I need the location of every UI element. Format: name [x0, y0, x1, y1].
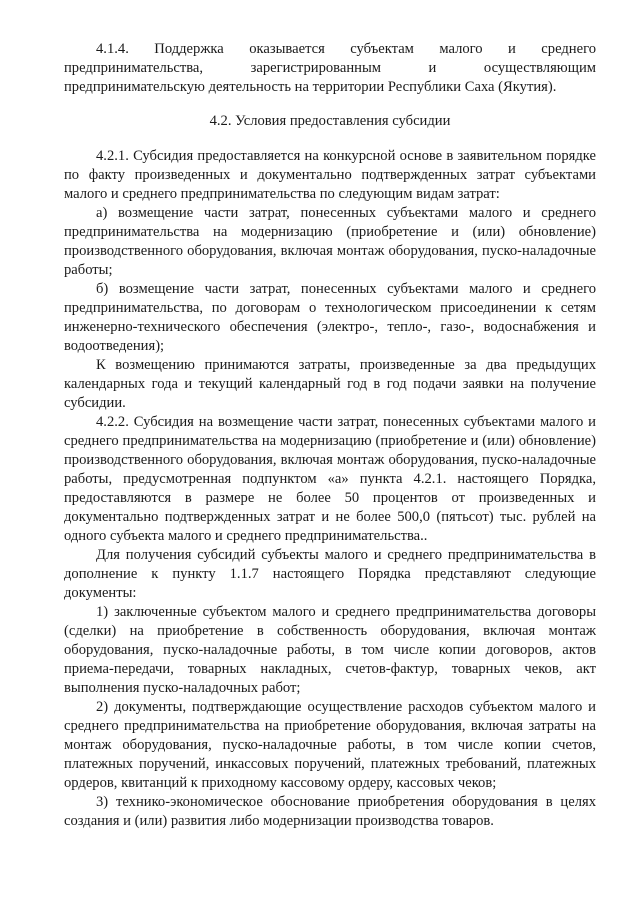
list-item-a: а) возмещение части затрат, понесенных субъектами малого и среднего предпринимательства на модернизацию (приобретение и (или) обновление) производственного оборудования, включая монтаж оборудования, пуско-наладочные работы; [64, 205, 596, 278]
list-item-b: б) возмещение части затрат, понесенных субъектами малого и среднего предпринимательства, по договорам о технологическом присоединении к сетям инженерно-технического обеспечения (электро-, тепло-, газо-, водоснабжения и водоотведения); [64, 281, 596, 354]
list-item-1: 1) заключенные субъектом малого и среднего предпринимательства договоры (сделки) на приобретение в собственность оборудования, включая монтаж оборудования, пуско-наладочные работы, в том числе копии договоров, актов приема-передачи, товарных накладных, счетов-фактур, товарных чеков, акт выполнения пуско-наладочных работ; [64, 604, 596, 696]
list-item-2: 2) документы, подтверждающие осуществление расходов субъектом малого и среднего предпринимательства на приобретение оборудования, включая затраты на монтаж оборудования, пуско-наладочные работы, в том числе копии счетов, платежных поручений, инкассовых поручений, платежных требований, платежных ордеров, квитанций к приходному кассовому ордеру, кассовых чеков; [64, 699, 596, 791]
list-item-3: 3) технико-экономическое обоснование приобретения оборудования в целях создания и (или) развития либо модернизации производства товаров. [64, 794, 596, 829]
paragraph-4-1-4: 4.1.4. Поддержка оказывается субъектам малого и среднего предпринимательства, зарегистрированным и осуществляющим предпринимательскую деятельность на территории Республики Саха (Якутия). [64, 41, 596, 95]
section-heading: 4.2. Условия предоставления субсидии [209, 113, 451, 129]
paragraph-4-2-2: 4.2.2. Субсидия на возмещение части затрат, понесенных субъектами малого и среднего предпринимательства на модернизацию (приобретение и (или) обновление) производственного оборудования, включая монтаж оборудования, пуско-наладочные работы, предусмотренная подпунктом «а» пункта 4.2.1. настоящего Порядка, предоставляются в размере не более 50 процентов от произведенных и документально подтвержденных затрат и не более 500,0 (пятьсот) тыс. рублей на одного субъекта малого и среднего предпринимательства.. [64, 414, 596, 544]
paragraph-documents-intro: Для получения субсидий субъекты малого и среднего предпринимательства в дополнение к пункту 1.1.7 настоящего Порядка представляют следующие документы: [64, 547, 596, 601]
paragraph-4-2-1: 4.2.1. Субсидия предоставляется на конкурсной основе в заявительном порядке по факту произведенных и документально подтвержденных затрат субъектами малого и среднего предпринимательства по следующим видам затрат: [64, 148, 596, 202]
document-body [64, 40, 596, 831]
paragraph-reimbursement: К возмещению принимаются затраты, произведенные за два предыдущих календарных года и текущий календарный год в год подачи заявки на получение субсидии. [64, 357, 596, 411]
